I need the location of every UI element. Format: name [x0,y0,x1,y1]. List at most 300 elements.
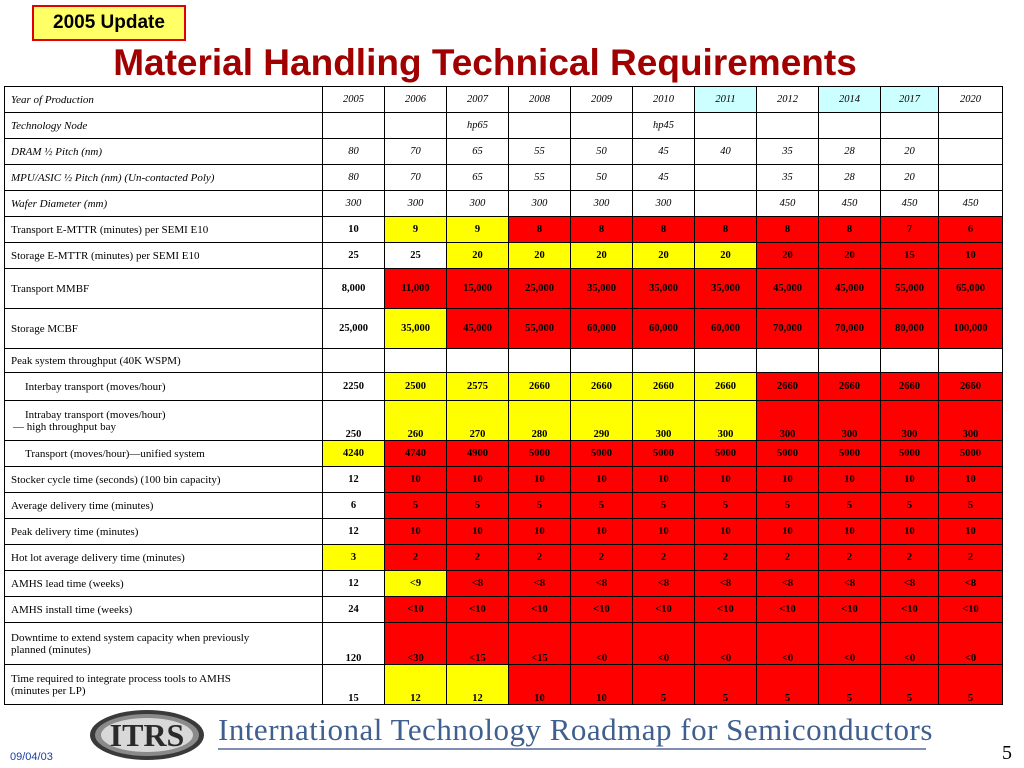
table-cell: 12 [447,665,509,705]
table-cell: <10 [757,597,819,623]
table-cell: 300 [881,401,939,441]
row-label [5,165,323,191]
table-body [5,87,1003,705]
row-label-text: Intrabay transport (moves/hour) [25,408,166,421]
table-cell [881,113,939,139]
table-cell [695,349,757,373]
table-row [5,191,1003,217]
table-cell: 100,000 [939,309,1003,349]
table-cell: 2660 [939,373,1003,401]
table-cell: <9 [385,571,447,597]
table-cell: 55 [509,139,571,165]
table-cell: 9 [447,217,509,243]
row-label-text: MPU/ASIC ½ Pitch (nm) (Un-contacted Poly) [11,171,215,184]
row-label-text: Storage E-MTTR (minutes) per SEMI E10 [11,249,200,262]
table-cell: 10 [509,519,571,545]
table-cell: <8 [819,571,881,597]
row-label [5,441,323,467]
row-label-text: Time required to integrate process tools to AMHS [11,672,231,685]
table-cell: 25 [323,243,385,269]
table-cell: 4240 [323,441,385,467]
row-label [5,139,323,165]
table-cell: 450 [939,191,1003,217]
table-cell: 2 [757,545,819,571]
table-cell: 10 [509,467,571,493]
table-cell: 5 [695,665,757,705]
table-cell: 55 [509,165,571,191]
table-cell [323,349,385,373]
table-cell: <8 [939,571,1003,597]
table-row [5,467,1003,493]
table-cell [939,165,1003,191]
table-cell: 50 [571,165,633,191]
table-cell: 5000 [881,441,939,467]
footer-rule [218,748,926,750]
table-cell: 300 [633,191,695,217]
table-row [5,309,1003,349]
table-row [5,571,1003,597]
row-label-text: Transport (moves/hour)—unified system [25,447,205,460]
table-cell: 5000 [695,441,757,467]
table-cell: 15 [323,665,385,705]
header-year-cell: 2007 [447,87,509,113]
table-row [5,493,1003,519]
table-cell: 70,000 [757,309,819,349]
table-cell: 12 [323,519,385,545]
table-cell: 8,000 [323,269,385,309]
table-cell [695,113,757,139]
table-cell: 5 [757,493,819,519]
table-cell: 2 [695,545,757,571]
table-cell: 10 [323,217,385,243]
table-cell: 8 [819,217,881,243]
table-cell: <0 [819,623,881,665]
table-cell: 10 [757,519,819,545]
table-cell: 300 [939,401,1003,441]
table-cell: 12 [323,571,385,597]
table-cell: 10 [939,243,1003,269]
table-cell: 35 [757,165,819,191]
table-cell [385,113,447,139]
header-year-cell: 2008 [509,87,571,113]
row-label [5,191,323,217]
row-label [5,349,323,373]
table-cell: 2 [633,545,695,571]
table-cell: <10 [695,597,757,623]
table-cell: 25,000 [509,269,571,309]
table-cell: 2 [385,545,447,571]
row-label-text: Peak system throughput (40K WSPM) [11,354,181,367]
table-cell: <10 [571,597,633,623]
table-cell: <0 [881,623,939,665]
table-cell: 4900 [447,441,509,467]
table-cell: 5 [881,493,939,519]
table-cell: 5 [571,493,633,519]
table-cell: 2660 [695,373,757,401]
row-label [5,493,323,519]
table-cell: 35,000 [385,309,447,349]
table-cell: 5 [633,665,695,705]
row-label-text: DRAM ½ Pitch (nm) [11,145,103,158]
table-cell: 65,000 [939,269,1003,309]
table-row [5,401,1003,441]
row-label-text-line2: — high throughput bay [13,420,116,433]
table-cell: 2 [509,545,571,571]
table-cell: 20 [695,243,757,269]
table-cell: 20 [881,165,939,191]
header-year-cell: 2011 [695,87,757,113]
page-number: 5 [1002,742,1012,764]
table-cell: <10 [819,597,881,623]
table-cell: 2500 [385,373,447,401]
header-year-cell: 2012 [757,87,819,113]
row-label-text: Downtime to extend system capacity when previously [11,631,250,644]
row-label-text-line2: (minutes per LP) [11,684,86,697]
table-cell: 12 [323,467,385,493]
table-cell: <10 [633,597,695,623]
table-cell: <0 [939,623,1003,665]
table-cell: 45 [633,139,695,165]
table-cell: 10 [385,467,447,493]
table-cell: 300 [571,191,633,217]
table-cell: 10 [633,467,695,493]
table-header-row [5,87,1003,113]
table-cell: 65 [447,139,509,165]
table-cell: 450 [757,191,819,217]
table-cell: 70,000 [819,309,881,349]
table-cell [571,349,633,373]
table-cell: 5 [881,665,939,705]
table-row [5,665,1003,705]
footer-banner: International Technology Roadmap for Semiconductors [218,712,933,747]
table-cell: 300 [633,401,695,441]
row-label [5,269,323,309]
table-cell: hp65 [447,113,509,139]
table-cell [633,349,695,373]
table-cell: 2 [447,545,509,571]
table-cell: 5000 [571,441,633,467]
table-row [5,349,1003,373]
table-cell: 70 [385,165,447,191]
table-cell: 4740 [385,441,447,467]
table-cell [447,349,509,373]
row-label-text-line2: planned (minutes) [11,643,91,656]
table-cell: 35,000 [633,269,695,309]
row-label [5,545,323,571]
table-cell: 80 [323,139,385,165]
row-label-text: Hot lot average delivery time (minutes) [11,551,185,564]
table-cell: 450 [881,191,939,217]
row-label [5,309,323,349]
table-cell: 15 [881,243,939,269]
footer-date: 09/04/03 [10,751,53,763]
table-cell: 5000 [819,441,881,467]
table-cell [819,113,881,139]
table-row [5,165,1003,191]
table-cell: 65 [447,165,509,191]
row-label [5,243,323,269]
table-cell: 20 [509,243,571,269]
table-cell: 8 [509,217,571,243]
row-label [5,217,323,243]
table-cell: 300 [323,191,385,217]
table-cell: 11,000 [385,269,447,309]
table-cell [819,349,881,373]
row-label-text: AMHS lead time (weeks) [11,577,124,590]
row-label-text: AMHS install time (weeks) [11,603,133,616]
table-cell: 28 [819,165,881,191]
page-title: Material Handling Technical Requirements [113,42,857,83]
table-cell: 10 [447,519,509,545]
row-label [5,571,323,597]
table-cell: 45,000 [447,309,509,349]
table-cell: <8 [757,571,819,597]
table-cell: 270 [447,401,509,441]
table-cell: <10 [385,597,447,623]
row-label [5,519,323,545]
table-cell: <30 [385,623,447,665]
row-label [5,467,323,493]
table-cell: 300 [695,401,757,441]
table-cell: 5 [509,493,571,519]
table-cell: 8 [695,217,757,243]
table-cell: <8 [695,571,757,597]
table-cell: 300 [819,401,881,441]
table-cell: 20 [819,243,881,269]
table-cell: <8 [447,571,509,597]
table-cell: 2 [881,545,939,571]
table-cell: 120 [323,623,385,665]
table-cell: 5 [819,665,881,705]
table-cell: 450 [819,191,881,217]
row-label [5,401,323,441]
table-row [5,623,1003,665]
header-year-cell: 2006 [385,87,447,113]
table-cell: 8 [757,217,819,243]
table-cell: 5 [695,493,757,519]
header-year-cell: 2010 [633,87,695,113]
table-cell [323,113,385,139]
row-label [5,373,323,401]
table-cell: 5 [447,493,509,519]
table-cell: 2660 [571,373,633,401]
table-cell [757,349,819,373]
row-label-text: Transport E-MTTR (minutes) per SEMI E10 [11,223,209,236]
header-year-cell: 2020 [939,87,1003,113]
table-cell: 12 [385,665,447,705]
table-row [5,243,1003,269]
row-label [5,113,323,139]
table-cell: 250 [323,401,385,441]
table-cell: <10 [881,597,939,623]
table-cell [695,165,757,191]
table-cell: 55,000 [509,309,571,349]
table-cell: 260 [385,401,447,441]
table-cell: 10 [571,519,633,545]
table-cell: 5000 [509,441,571,467]
row-label-text: Transport MMBF [11,282,90,295]
table-cell: 20 [447,243,509,269]
table-row [5,269,1003,309]
table-cell: 5000 [633,441,695,467]
table-cell: 2660 [509,373,571,401]
table-cell: <8 [633,571,695,597]
table-cell: <0 [571,623,633,665]
table-cell [757,113,819,139]
table-cell: 5000 [757,441,819,467]
table-cell: 60,000 [695,309,757,349]
row-label-text: Interbay transport (moves/hour) [25,380,166,393]
table-cell: 35,000 [695,269,757,309]
table-row [5,113,1003,139]
table-cell: 2660 [819,373,881,401]
table-cell [939,139,1003,165]
table-cell: <10 [447,597,509,623]
table-cell: 5 [385,493,447,519]
row-label-text: Storage MCBF [11,322,78,335]
table-row [5,545,1003,571]
table-cell: <15 [447,623,509,665]
table-cell: 24 [323,597,385,623]
table-cell: 3 [323,545,385,571]
row-label-text: Stocker cycle time (seconds) (100 bin capacity) [11,473,221,486]
table-row [5,373,1003,401]
table-cell: hp45 [633,113,695,139]
header-year-cell: 2017 [881,87,939,113]
table-cell: 10 [695,519,757,545]
table-cell: <10 [939,597,1003,623]
header-year-cell: 2009 [571,87,633,113]
table-cell: 10 [633,519,695,545]
row-label-text: Average delivery time (minutes) [11,499,154,512]
table-cell: 10 [385,519,447,545]
table-cell: 50 [571,139,633,165]
table-cell: 55,000 [881,269,939,309]
table-cell: 9 [385,217,447,243]
table-cell: 10 [571,665,633,705]
table-cell: 300 [509,191,571,217]
table-cell: 20 [633,243,695,269]
requirements-table [4,86,1003,705]
table-cell: 60,000 [633,309,695,349]
row-label-text: Wafer Diameter (mm) [11,197,108,210]
table-cell: 2660 [757,373,819,401]
table-cell [939,349,1003,373]
table-cell [881,349,939,373]
table-cell [695,191,757,217]
table-row [5,597,1003,623]
table-cell: 8 [633,217,695,243]
row-label-text: Technology Node [11,119,88,132]
table-cell [571,113,633,139]
table-cell: 2 [819,545,881,571]
update-badge: 2005 Update [32,5,186,41]
table-cell: 35 [757,139,819,165]
table-cell [385,349,447,373]
table-row [5,139,1003,165]
table-cell: 10 [509,665,571,705]
table-cell: 10 [881,519,939,545]
table-cell: 10 [819,519,881,545]
header-year-cell: 2014 [819,87,881,113]
table-cell: <8 [881,571,939,597]
row-label-text: Year of Production [11,93,94,106]
table-cell: <8 [571,571,633,597]
table-cell: 25,000 [323,309,385,349]
table-cell: <8 [509,571,571,597]
table-cell: <0 [695,623,757,665]
table-cell: 2660 [881,373,939,401]
table-cell: 20 [881,139,939,165]
table-cell: 5000 [939,441,1003,467]
header-year-cell: 2005 [323,87,385,113]
table-cell: 60,000 [571,309,633,349]
table-cell: 6 [323,493,385,519]
table-cell [939,113,1003,139]
table-cell: 15,000 [447,269,509,309]
table-cell: 28 [819,139,881,165]
table-cell: 80 [323,165,385,191]
table-cell: 5 [819,493,881,519]
table-cell: 2660 [633,373,695,401]
table-cell: 2 [939,545,1003,571]
row-label [5,665,323,705]
table-cell: 7 [881,217,939,243]
table-cell: 10 [819,467,881,493]
table-cell: 300 [757,401,819,441]
table-cell: 6 [939,217,1003,243]
table-cell: 2250 [323,373,385,401]
table-cell: 280 [509,401,571,441]
row-label [5,623,323,665]
table-row [5,519,1003,545]
table-cell: 10 [881,467,939,493]
table-cell: 5 [633,493,695,519]
table-cell: 45 [633,165,695,191]
table-cell: 70 [385,139,447,165]
table-cell: 5 [939,493,1003,519]
table-cell: <0 [757,623,819,665]
table-cell: 10 [571,467,633,493]
row-label-text: Peak delivery time (minutes) [11,525,139,538]
table-cell: 10 [939,519,1003,545]
table-cell: 5 [939,665,1003,705]
row-label [5,597,323,623]
table-cell: 2575 [447,373,509,401]
table-cell [509,113,571,139]
table-cell: 35,000 [571,269,633,309]
table-cell: 8 [571,217,633,243]
header-label [5,87,323,113]
table-cell: 20 [757,243,819,269]
table-cell: 300 [385,191,447,217]
table-cell: <0 [633,623,695,665]
table-row [5,217,1003,243]
itrs-logo-text: ITRS [109,717,185,753]
table-cell: <15 [509,623,571,665]
table-cell: 40 [695,139,757,165]
table-row [5,441,1003,467]
table-cell: 10 [695,467,757,493]
table-cell: 10 [447,467,509,493]
table-cell: 10 [939,467,1003,493]
table-cell: <10 [509,597,571,623]
table-cell: 2 [571,545,633,571]
table-cell: 10 [757,467,819,493]
table-cell: 20 [571,243,633,269]
table-cell: 45,000 [819,269,881,309]
table-cell: 300 [447,191,509,217]
